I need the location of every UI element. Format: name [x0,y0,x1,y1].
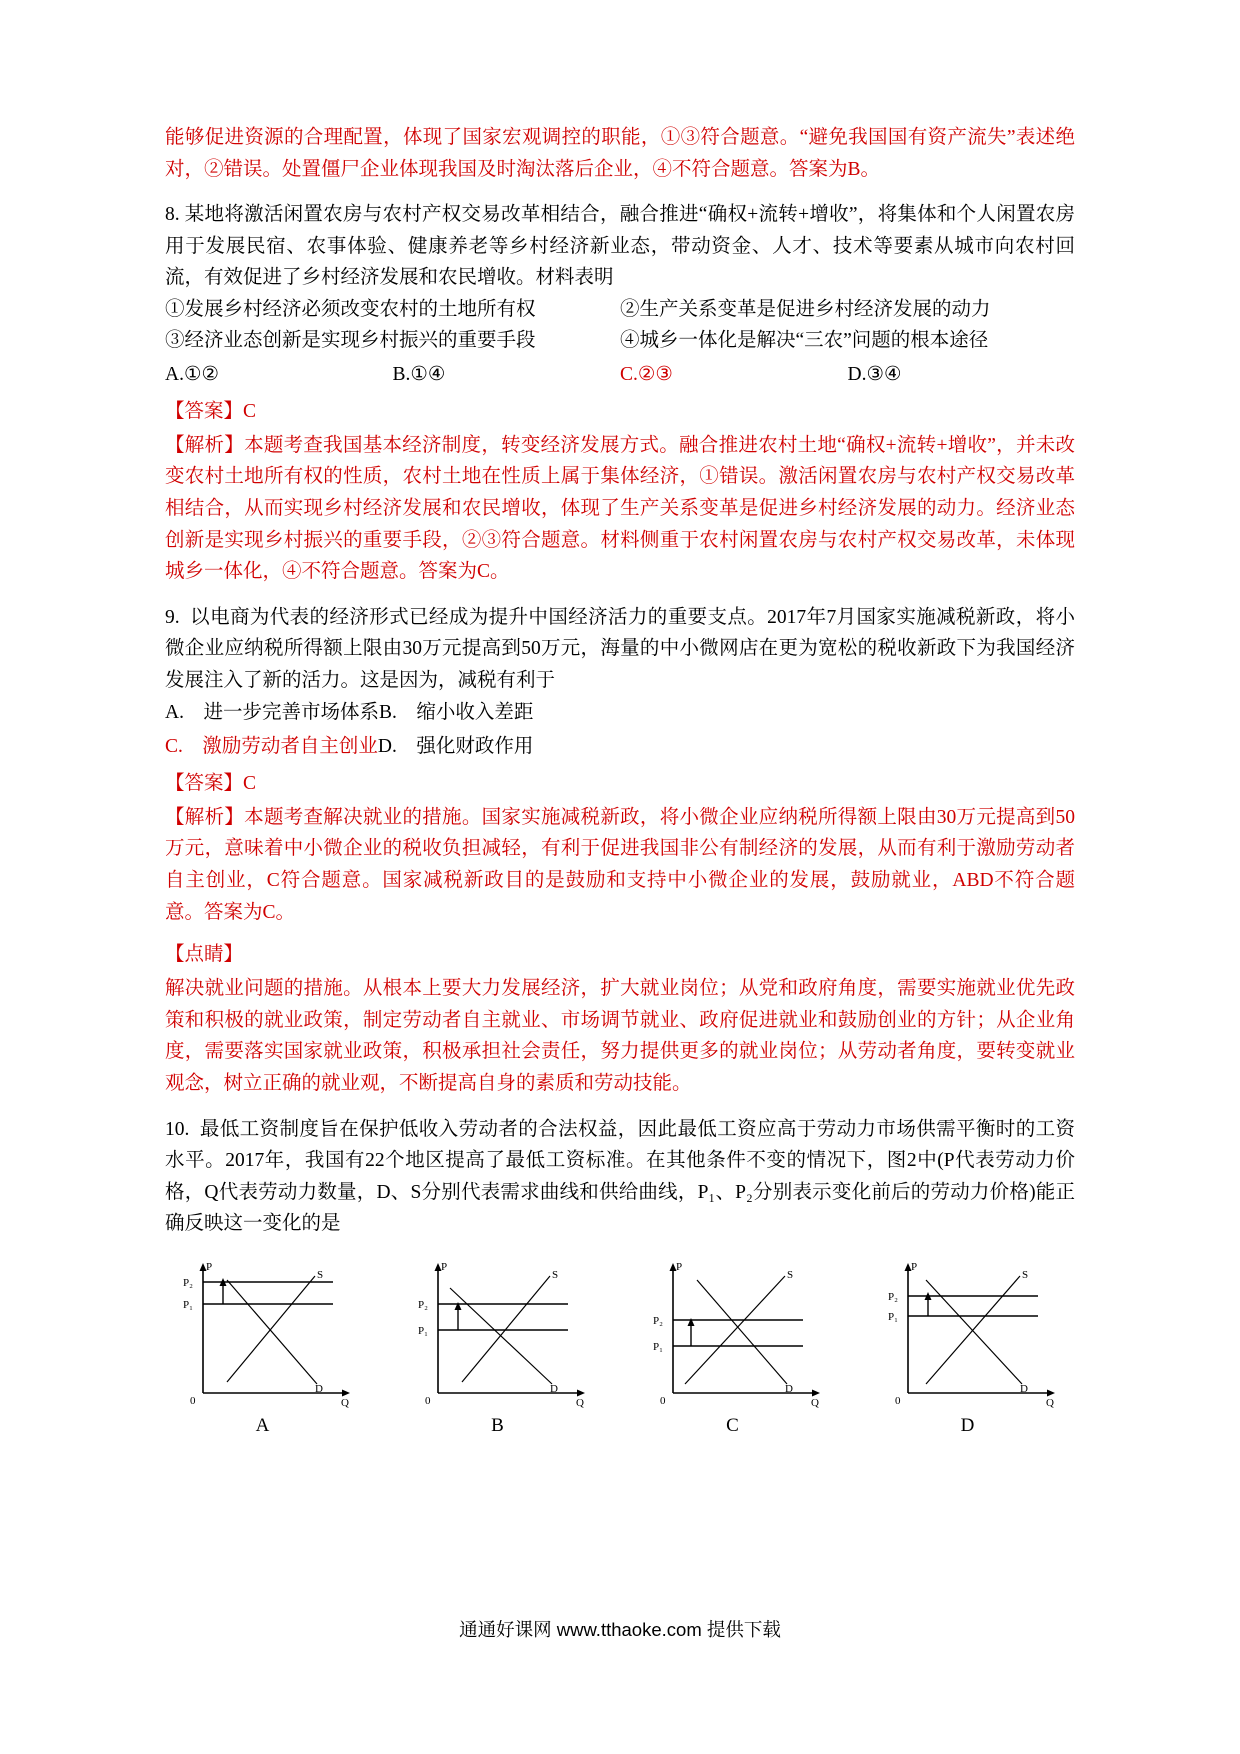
question-8-options [165,359,1075,391]
chart-b-arrow-up-icon [455,1302,462,1310]
chart-d-axis-x-label: Q [1046,1396,1054,1408]
figure-2-charts [165,1258,1075,1437]
question-9-options-row-2 [165,730,1075,763]
chart-b-label: B [491,1414,504,1436]
chart-c-wrapper [635,1258,830,1437]
statement-3: ③经济业态创新是实现乡村振兴的重要手段 [165,330,536,352]
chart-d-curve-d-label: D [1020,1382,1028,1395]
chart-a-label: A [255,1414,270,1436]
question-10-number: 10. [165,1118,190,1140]
question-8-stem-text: 某地将激活闲置农房与农村产权交易改革相结合，融合推进“确权+流转+增收”，将集体和个人闲置农房用于发展民宿、农事体验、健康养老等乡村经济新业态，带动资金、人才、技术等要素从城市向农村回流，有效促进了乡村经济发展和农民增收。材料表明 [165,204,1076,289]
chart-d-axis-y-label: P [911,1260,918,1273]
chart-b-axis-x-label: Q [576,1396,584,1408]
option-b[interactable]: B.①④ [392,364,446,386]
option-d[interactable]: D.③④ [847,364,902,386]
chart-d-p2-label: P₂ [888,1290,898,1303]
statement-4: ④城乡一体化是解决“三农”问题的根本途径 [620,330,989,352]
continued-explanation-paragraph: 能够促进资源的合理配置，体现了国家宏观调控的职能，①③符合题意。“避免我国国有资产流失”表述绝对，②错误。处置僵尸企业体现我国及时淘汰落后企业，④不符合题意。答案为B。 [165,127,1075,180]
option-a[interactable]: A. 进一步完善市场体系 [165,702,379,724]
chart-b-wrapper [400,1258,595,1437]
chart-c-label: C [726,1414,739,1436]
question-10-stem-text: 最低工资制度旨在保护低收入劳动者的合法权益，因此最低工资应高于劳动力市场供需平衡时的工资水平。2017年，我国有22个地区提高了最低工资标准。在其他条件不变的情况下，图2中(P代表劳动力价格，Q代表劳动力数量，D、S分别代表需求曲线和供给曲线，P₁、P₂分别表示变化前后的劳动力价格)能正确反映这一变化的是 [165,1118,1075,1235]
question-8-statements-row-2 [165,325,1075,357]
chart-a-p1-label: P₁ [183,1298,193,1311]
chart-d-wrapper [870,1258,1065,1437]
question-10-stem [165,1114,1075,1240]
statement-1: ①发展乡村经济必须改变农村的土地所有权 [165,298,536,320]
option-b[interactable]: B. 缩小收入差距 [378,702,534,724]
chart-c-axis-y-label: P [676,1260,683,1273]
chart-d [870,1258,1065,1408]
chart-b-axis-y-label: P [441,1260,448,1273]
question-9-analysis [165,802,1075,928]
answer-value: C [243,400,257,422]
answer-label: 【答案】 [165,400,244,422]
chart-a-curve-d-label: D [315,1382,323,1395]
chart-c-axis-x-label: Q [811,1396,819,1408]
analysis-text: 本题考查我国基本经济制度，转变经济发展方式。融合推进农村土地“确权+流转+增收”，并未改变农村土地所有权的性质，农村土地在性质上属于集体经济，①错误。激活闲置农房与农村产权交易改革相结合，从而实现乡村经济发展和农民增收，体现了生产关系变革是促进乡村经济发展的动力。经济业态创新是实现乡村振兴的重要手段，②③符合题意。材料侧重于农村闲置农房与农村产权交易改革，未体现城乡一体化，④不符合题意。答案为C。 [165,434,1075,583]
chart-c-curve-d-label: D [785,1382,793,1395]
chart-a-axis-x-label: Q [341,1396,349,1408]
question-8-number: 8. [165,204,180,226]
question-9 [165,602,1075,1100]
chart-a [165,1258,360,1408]
chart-a-p2-label: P₂ [183,1276,193,1289]
chart-d-label: D [960,1414,975,1436]
question-9-answer [165,767,1075,800]
option-c[interactable]: C.②③ [620,364,673,386]
chart-c-p1-label: P₁ [653,1340,663,1353]
question-8-stem [165,199,1075,294]
question-8 [165,199,1075,588]
question-9-stem [165,602,1075,697]
option-c[interactable]: C. 激励劳动者自主创业 [165,735,378,757]
chart-c-p2-label: P₂ [653,1314,663,1327]
chart-d-origin-label: 0 [895,1394,901,1407]
analysis-label: 【解析】 [165,434,245,456]
chart-a-origin-label: 0 [190,1394,196,1407]
answer-value: C [243,772,257,794]
chart-b-p2-label: P₂ [418,1298,428,1311]
analysis-label: 【解析】 [165,806,245,828]
chart-a-curve-s-label: S [317,1268,324,1281]
chart-b [400,1258,595,1408]
statement-2: ②生产关系变革是促进乡村经济发展的动力 [620,298,991,320]
question-8-answer [165,395,1075,428]
chart-c-origin-label: 0 [660,1394,666,1407]
chart-b-origin-label: 0 [425,1394,431,1407]
chart-d-curve-s-label: S [1022,1268,1029,1281]
chart-b-curve-s-label: S [552,1268,559,1281]
question-9-options-row-1 [165,696,1075,729]
question-8-analysis [165,430,1075,588]
question-8-statements-row-1 [165,294,1075,326]
chart-c-curve-s-label: S [787,1268,794,1281]
chart-c-arrow-up-icon [688,1318,695,1326]
question-9-stem-text: 以电商为代表的经济形式已经成为提升中国经济活力的重要支点。2017年7月国家实施减税新政，将小微企业应纳税所得额上限由30万元提高到50万元，海量的中小微网店在更为宽松的税收新政下为我国经济发展注入了新的活力。这是因为，减税有利于 [165,606,1075,691]
chart-c [635,1258,830,1408]
chart-b-p1-label: P₁ [418,1324,428,1337]
question-10 [165,1114,1075,1437]
question-9-tip-text: 解决就业问题的措施。从根本上要大力发展经济，扩大就业岗位；从党和政府角度，需要实施就业优先政策和积极的就业政策，制定劳动者自主就业、市场调节就业、政府促进就业和鼓励创业的方针；从企业角度，需要落实国家就业政策，积极承担社会责任，努力提供更多的就业岗位；从劳动者角度，要转变就业观念，树立正确的就业观，不断提高自身的素质和劳动技能。 [165,978,1075,1094]
chart-a-axis-y-label: P [206,1260,213,1273]
page-footer: 通通好课网 www.tthaoke.com 提供下载 [459,1619,781,1640]
chart-b-curve-d-label: D [550,1382,558,1395]
question-9-tip-label: 【点睛】 [165,944,244,966]
option-a[interactable]: A.①② [165,364,219,386]
question-9-number: 9. [165,606,180,628]
option-d[interactable]: D. 强化财政作用 [377,735,534,757]
analysis-text: 本题考查解决就业的措施。国家实施减税新政，将小微企业应纳税所得额上限由30万元提高到50万元，意味着中小微企业的税收负担减轻，有利于促进我国非公有制经济的发展，从而有利于激励劳动者自主创业，C符合题意。国家减税新政目的是鼓励和支持中小微企业的发展，鼓励就业，ABD不符合题意。答案为C。 [165,806,1075,923]
chart-a-wrapper [165,1258,360,1437]
chart-d-p1-label: P₁ [888,1310,898,1323]
answer-label: 【答案】 [165,772,244,794]
